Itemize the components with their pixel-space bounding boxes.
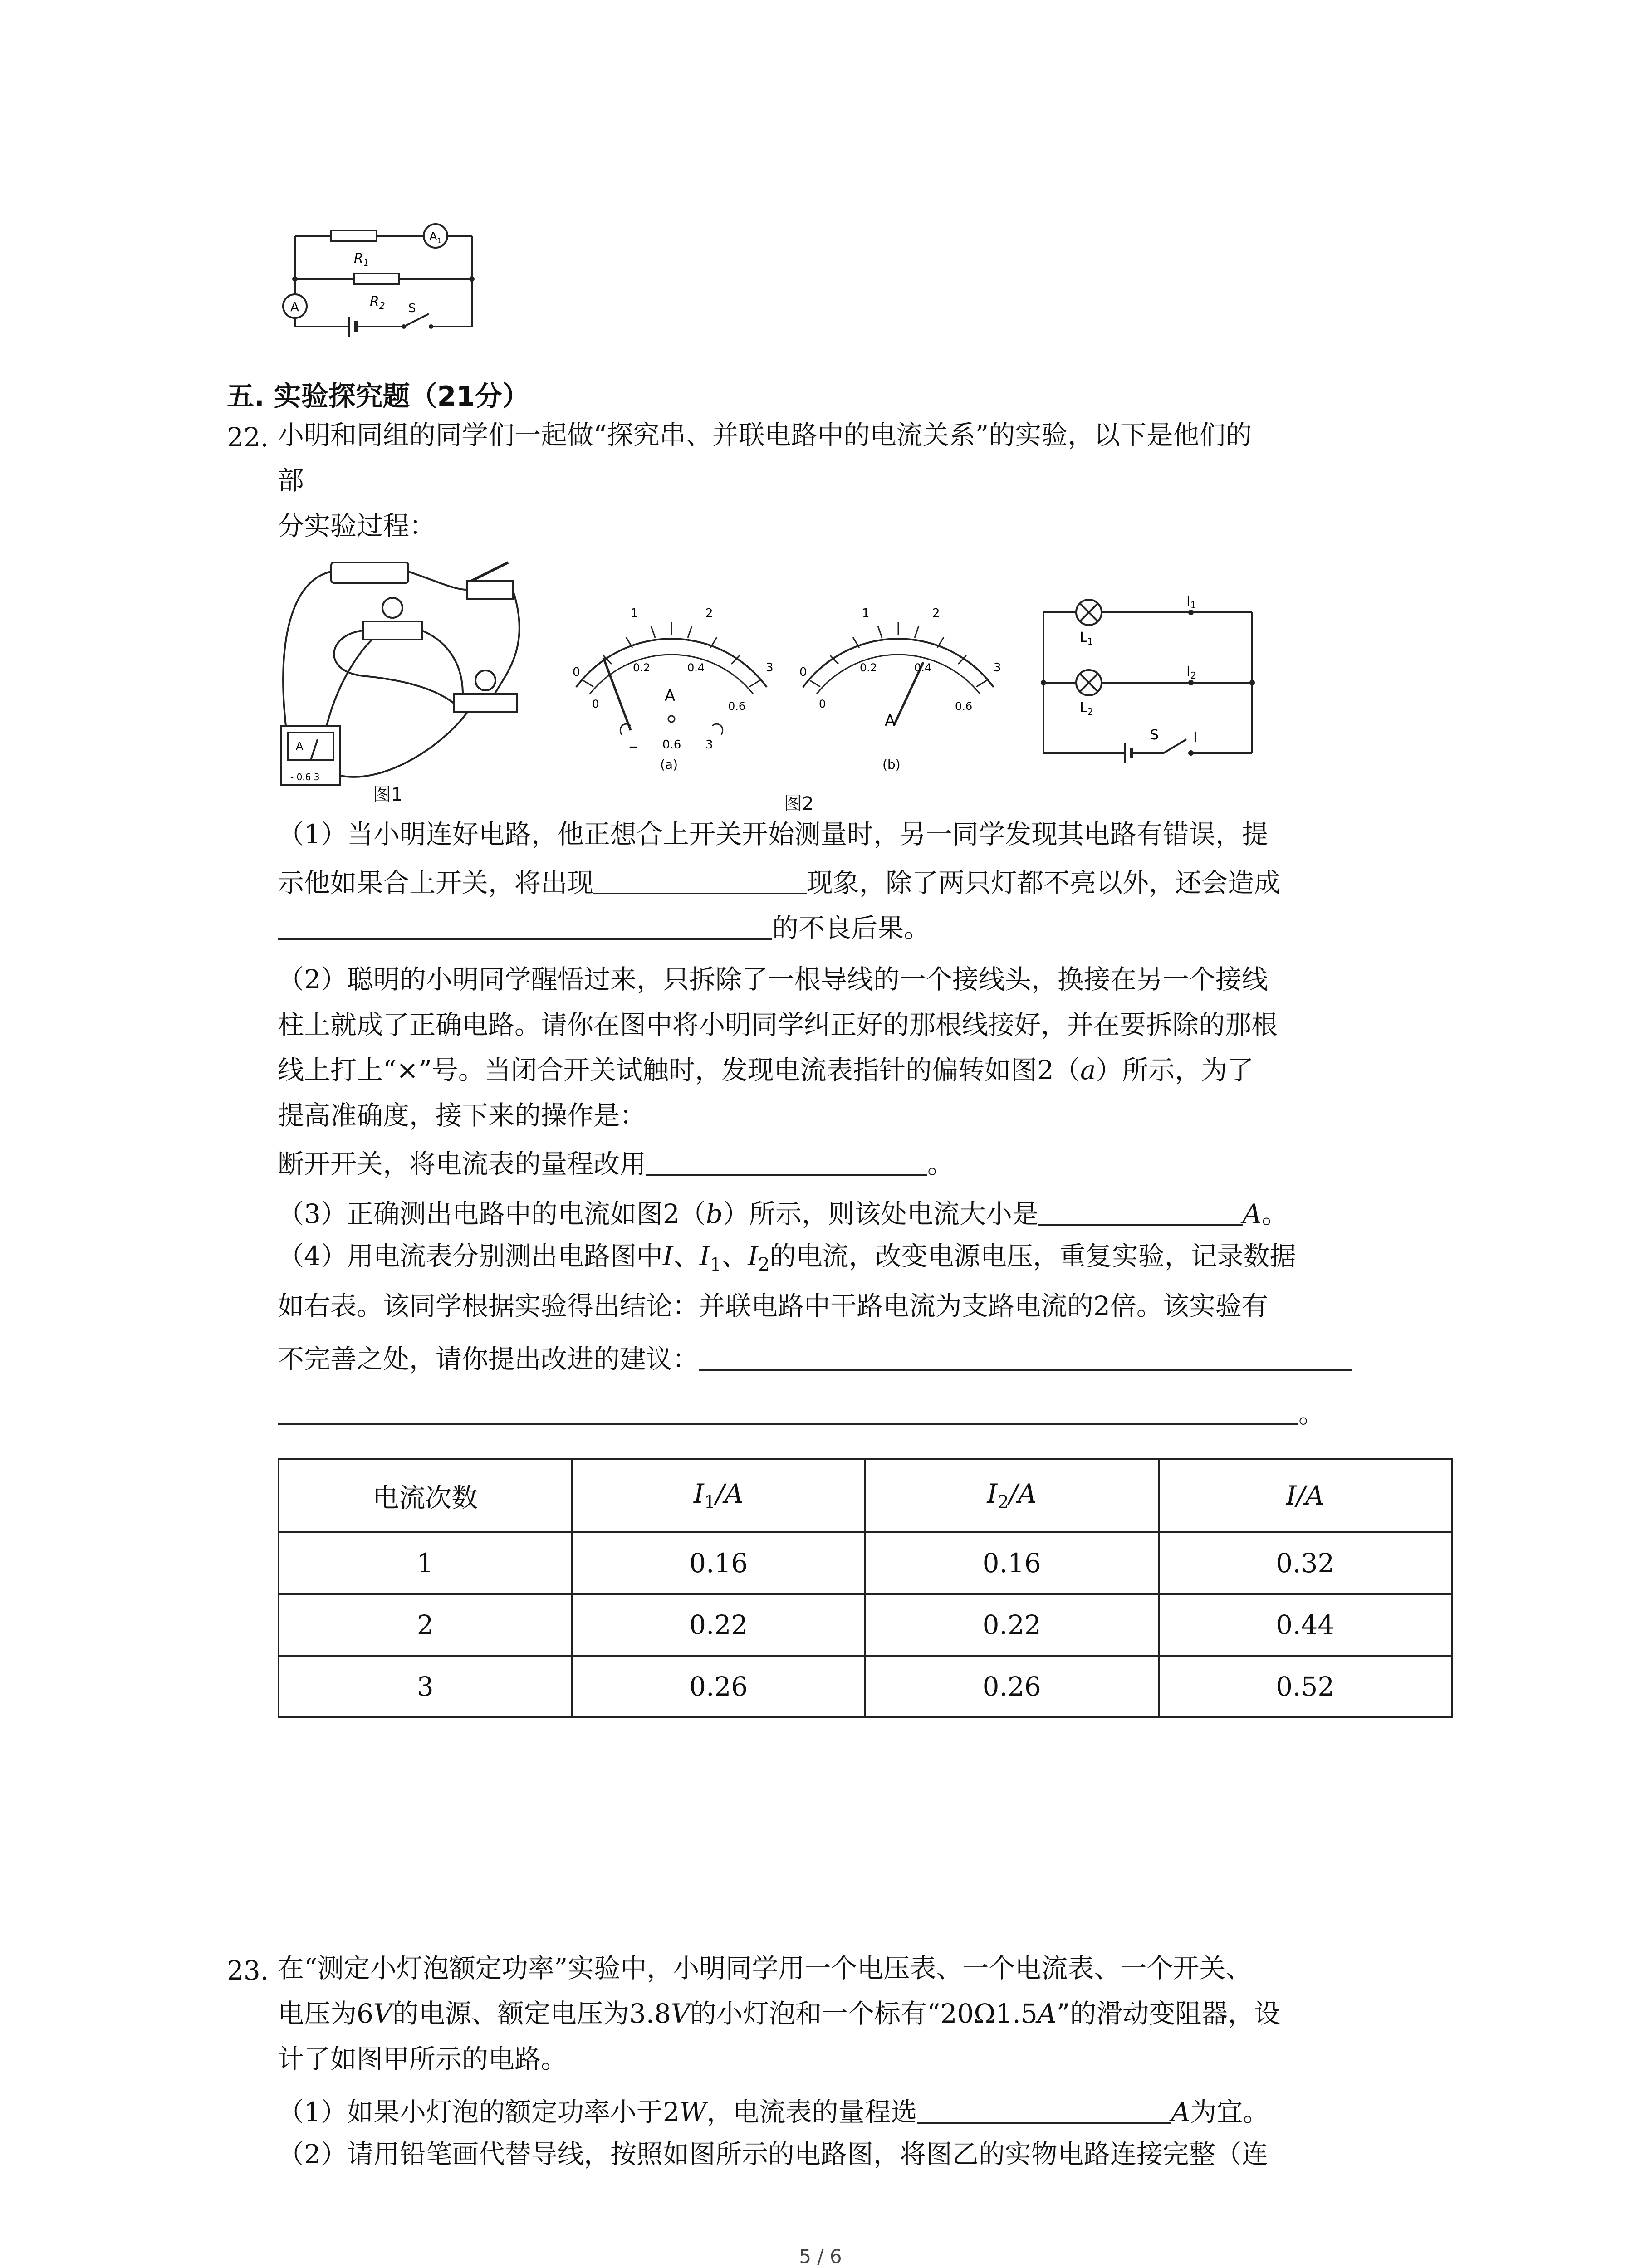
table-cell: 3	[279, 1656, 572, 1717]
label-i2: $I_2$	[1186, 664, 1196, 681]
q23-p1-line: （1）如果小灯泡的额定功率小于2W，电流表的量程选 A为宜。	[278, 2097, 1269, 2127]
answer-blank-current[interactable]	[1038, 1198, 1243, 1226]
label-i: I	[1193, 729, 1197, 745]
q22-p3-line: （3）正确测出电路中的电流如图2（b）所示，则该处电流大小是 A。	[278, 1198, 1288, 1229]
q22-intro-1: 小明和同组的同学们一起做“探究串、并联电路中的电流关系”的实验，以下是他们的	[278, 420, 1252, 450]
table-cell: 0.52	[1159, 1656, 1452, 1717]
q22-p1-line-b: 示他如果合上开关，将出现 现象，除了两只灯都不亮以外，还会造成	[278, 867, 1281, 898]
meter-b-label: A	[885, 712, 896, 730]
meter-a-tick: 0.4	[687, 661, 705, 674]
answer-blank-consequence[interactable]	[278, 912, 772, 940]
answer-blank-phenomenon[interactable]	[593, 866, 807, 894]
q23-line-1: 在“测定小灯泡额定功率”实验中，小明同学用一个电压表、一个电流表、一个开关、	[278, 1953, 1252, 1984]
meter-a-tick: 0.2	[633, 661, 651, 674]
meter-b-tick: 0	[799, 665, 807, 679]
table-row	[279, 1532, 1452, 1594]
figure-1-caption: 图1	[373, 784, 403, 805]
table-cell: 0.26	[572, 1656, 866, 1717]
meter-a-tick: 1	[631, 606, 638, 620]
q22-p1-line-c: 的不良后果。	[278, 912, 930, 941]
table-header-row	[279, 1459, 1452, 1532]
meter-a-tick: 0	[573, 665, 580, 679]
table-cell: 0.26	[865, 1656, 1159, 1717]
resistor-r2	[354, 274, 399, 284]
table-cell: 0.32	[1159, 1532, 1452, 1594]
meter-b-tick: 0.2	[860, 661, 877, 674]
resistor-r1	[331, 230, 377, 241]
q22-number: 22.	[227, 422, 269, 453]
q22-intro-2: 部	[278, 465, 304, 496]
q22-p2-line-b: 柱上就成了正确电路。请你在图中将小明同学纠正好的那根线接好，并在要拆除的那根	[278, 1009, 1278, 1040]
table-header: $I_2/A$	[865, 1459, 1159, 1532]
figure-2-meters	[549, 590, 1030, 780]
table-cell: 1	[279, 1532, 572, 1594]
meter-a-tick: 0.6	[728, 700, 746, 713]
ammeter-face-label: A	[296, 740, 304, 753]
q23-p2-line: （2）请用铅笔画代替导线，按照如图所示的电路图，将图乙的实物电路连接完整（连	[278, 2139, 1268, 2170]
section-heading: 五. 实验探究题（21分）	[227, 381, 530, 412]
meter-b-tick: 1	[862, 606, 870, 620]
label-r1: $R_1$	[354, 251, 369, 268]
q22-p2-line-e: 断开开关，将电流表的量程改用 。	[278, 1149, 954, 1179]
figure-2-caption: 图2	[784, 793, 814, 814]
table-row	[279, 1656, 1452, 1717]
label-a: A	[290, 299, 299, 314]
meter-a-tag: (a)	[660, 757, 678, 772]
svg-text:- 0.6 3: - 0.6 3	[290, 772, 320, 782]
label-r2: $R_2$	[370, 294, 385, 311]
answer-blank-range[interactable]	[646, 1148, 927, 1176]
meter-a-tick: 2	[705, 606, 713, 620]
label-s: S	[408, 302, 416, 315]
q22-p2-line-c: 线上打上“×”号。当闭合开关试触时，发现电流表指针的偏转如图2（a）所示，为了	[278, 1055, 1254, 1085]
meter-b-tick: 0	[819, 698, 826, 710]
battery-holder	[331, 562, 408, 583]
table-header: 电流次数	[279, 1459, 572, 1532]
bulb-2-base	[454, 694, 517, 712]
meter-a-dial	[573, 606, 774, 772]
table-cell: 2	[279, 1594, 572, 1656]
table-header: $I_1/A$	[572, 1459, 866, 1532]
page-number: 5 / 6	[799, 2245, 842, 2268]
label-i1: $I_1$	[1186, 593, 1196, 611]
meter-b-tick: 0.6	[955, 700, 973, 713]
table-cell: 0.16	[865, 1532, 1159, 1594]
table-cell: 0.16	[572, 1532, 866, 1594]
q22-p2-line-d: 提高准确度，接下来的操作是：	[278, 1100, 647, 1131]
table-row	[279, 1594, 1452, 1656]
label-a1: $A_1$	[429, 230, 442, 245]
meter-b-tick: 3	[994, 661, 1001, 675]
answer-blank-suggestion-1[interactable]	[699, 1343, 1352, 1371]
table-header: I/A	[1159, 1459, 1452, 1532]
bulb-1-icon	[382, 598, 402, 618]
answer-blank-suggestion-2[interactable]	[278, 1397, 1298, 1425]
meter-a-terminal: 0.6	[662, 738, 681, 752]
q22-p4-line-e: 。	[278, 1397, 1325, 1427]
parallel-circuit-diagram	[1030, 581, 1275, 771]
q23-line-3: 计了如图甲所示的电路。	[278, 2043, 568, 2074]
bulb-1-base	[363, 621, 422, 640]
q23-line-2: 电压为6V的电源、额定电压为3.8V的小灯泡和一个标有“20Ω1.5A”的滑动变阻器，设	[278, 1998, 1281, 2029]
answer-blank-ammeter-range[interactable]	[917, 2096, 1171, 2124]
q22-p4-line-c: 如右表。该同学根据实验得出结论：并联电路中干路电流为支路电流的2倍。该实验有	[278, 1290, 1268, 1321]
switch-base	[467, 581, 513, 599]
meter-a-tick: 3	[766, 661, 774, 675]
label-l1: $L_1$	[1080, 630, 1093, 647]
figure-1-physical-circuit	[272, 553, 526, 807]
meter-b-tick: 0.4	[914, 661, 932, 674]
q22-intro-3: 分实验过程：	[278, 510, 436, 541]
label-l2: $L_2$	[1080, 700, 1093, 717]
meter-a-tick: 0	[592, 698, 599, 710]
current-data-table	[278, 1458, 1453, 1718]
label-s: S	[1150, 727, 1159, 743]
q22-p4-line-d: 不完善之处，请你提出改进的建议：	[278, 1343, 1352, 1372]
top-circuit-diagram	[272, 213, 490, 340]
q22-p4-line-a: （4）用电流表分别测出电路图中I、$I_1$、$I_2$的电流，改变电源电压，重复实验，记录数据	[278, 1241, 1296, 1275]
meter-a-label: A	[665, 687, 676, 705]
table-cell: 0.22	[865, 1594, 1159, 1656]
table-cell: 0.22	[572, 1594, 866, 1656]
meter-b-dial	[799, 606, 1001, 772]
bulb-2-icon	[475, 670, 495, 690]
meter-a-terminal: 3	[705, 738, 713, 752]
q22-p2-line-a: （2）聪明的小明同学醒悟过来，只拆除了一根导线的一个接线头，换接在另一个接线	[278, 964, 1268, 995]
table-cell: 0.44	[1159, 1594, 1452, 1656]
meter-b-tick: 2	[932, 606, 940, 620]
q22-p1-line-a: （1）当小明连好电路，他正想合上开关开始测量时，另一同学发现其电路有错误，提	[278, 819, 1268, 850]
meter-b-tag: (b)	[882, 757, 901, 772]
meter-a-terminal: −	[628, 740, 638, 754]
q23-number: 23.	[227, 1955, 269, 1986]
